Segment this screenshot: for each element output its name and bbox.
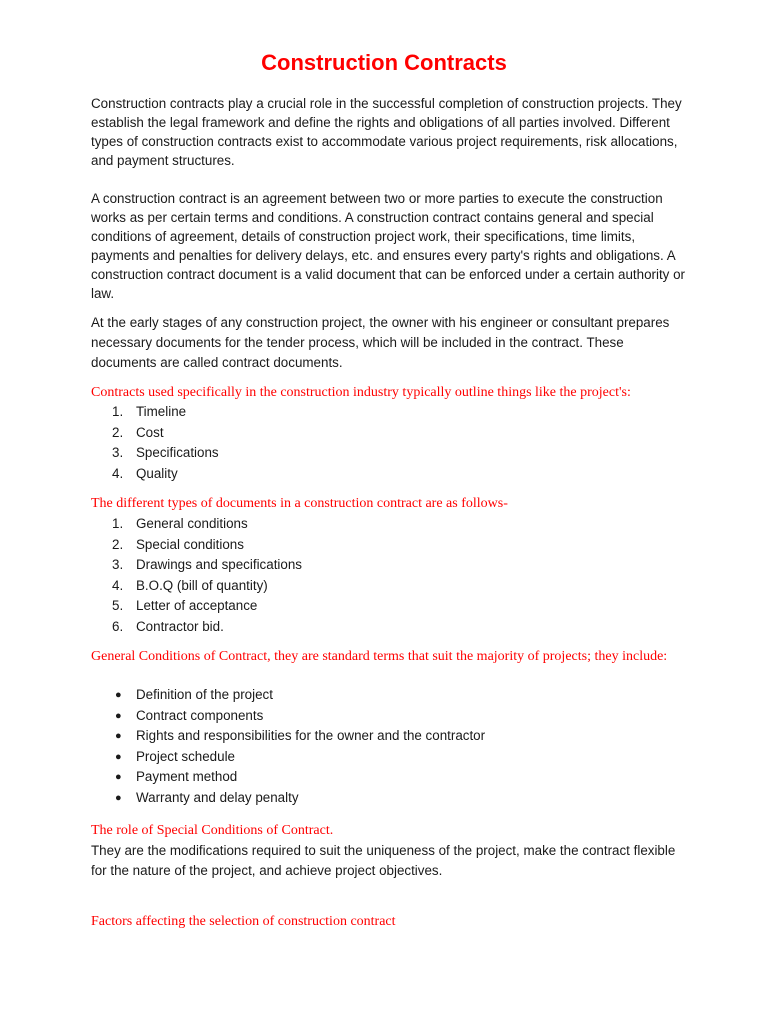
list-item-text: Quality: [136, 465, 178, 481]
list-number: 2.: [112, 424, 124, 440]
list-number: 5.: [112, 598, 124, 613]
list-item: [112, 576, 302, 597]
list-item: [112, 402, 219, 423]
list-number: 3.: [112, 557, 124, 572]
list-number: 1.: [112, 516, 124, 531]
list-number: 4.: [112, 577, 124, 593]
list-item: [112, 726, 485, 747]
list-item: [112, 535, 302, 556]
definition-paragraph: A construction contract is an agreement between two or more parties to execute the construction works as per certain terms and conditions. A construction contract contains general and special conditions of agreement, details of construction project work, their specifications, time limits, payments and penalties for delivery delays, etc. and ensures every party's rights and obligations. A construction contract document is a valid document that can be enforced under a certain authority or law.: [91, 191, 685, 301]
list-item-text: Project schedule: [136, 748, 235, 764]
list-item: [112, 747, 485, 768]
list-item: [112, 423, 219, 444]
list-item: [112, 464, 219, 485]
list-item-text: Warranty and delay penalty: [136, 789, 299, 805]
factors-heading: Factors affecting the selection of construction contract: [91, 914, 396, 929]
list-item-text: Cost: [136, 424, 164, 440]
list-item-text: Special conditions: [136, 536, 244, 552]
list-item-text: Drawings and specifications: [136, 557, 302, 572]
list-item: [112, 443, 219, 464]
special-conditions-heading: The role of Special Conditions of Contract.: [91, 823, 334, 838]
outline-list: [112, 402, 219, 484]
list-item: [112, 617, 302, 638]
bullet-icon: ●: [115, 771, 122, 783]
list-item-text: Contractor bid.: [136, 618, 224, 634]
list-number: 1.: [112, 404, 124, 419]
list-item: [112, 685, 485, 706]
list-number: 2.: [112, 536, 124, 552]
early-stages-paragraph: At the early stages of any construction project, the owner with his engineer or consultant prepares necessary documents for the tender process, which will be included in the contract. These documents are called contract documents.: [91, 315, 670, 370]
general-conditions-list: [112, 685, 485, 808]
documents-list: [112, 514, 302, 637]
bullet-icon: ●: [115, 709, 122, 722]
list-item: [112, 555, 302, 576]
list-item: [112, 514, 302, 535]
intro-paragraph: Construction contracts play a crucial role in the successful completion of construction projects. They establish the legal framework and define the rights and obligations of all parties involved. Different types of construction contracts exist to accommodate various project requirements, risk allocations, and payment structures.: [91, 96, 682, 168]
special-conditions-text: They are the modifications required to suit the uniqueness of the project, make the contract flexible for the nature of the project, and achieve project objectives.: [91, 843, 676, 878]
list-number: 6.: [112, 618, 124, 634]
bullet-icon: ●: [115, 730, 122, 742]
bullet-icon: ●: [115, 791, 122, 804]
document-title: Construction Contracts: [261, 50, 507, 75]
documents-section-heading: The different types of documents in a construction contract are as follows-: [91, 496, 508, 511]
bullet-icon: ●: [115, 689, 122, 701]
list-item-text: General conditions: [136, 516, 248, 531]
bullet-icon: ●: [115, 750, 122, 763]
list-item-text: Contract components: [136, 707, 264, 723]
list-item: [112, 596, 302, 617]
list-item: [112, 706, 485, 727]
list-item-text: Payment method: [136, 769, 238, 784]
list-item-text: Timeline: [136, 404, 187, 419]
general-conditions-heading: General Conditions of Contract, they are standard terms that suit the majority of projects; they include:: [91, 649, 668, 664]
list-item-text: Specifications: [136, 445, 219, 460]
list-item-text: Letter of acceptance: [136, 598, 258, 613]
list-number: 3.: [112, 445, 124, 460]
list-item-text: Definition of the project: [136, 687, 273, 702]
list-item-text: Rights and responsibilities for the owner and the contractor: [136, 728, 486, 743]
list-number: 4.: [112, 465, 124, 481]
outline-section-heading: Contracts used specifically in the construction industry typically outline things like the project's:: [91, 385, 631, 400]
list-item: [112, 788, 485, 809]
list-item-text: B.O.Q (bill of quantity): [136, 577, 268, 593]
list-item: [112, 767, 485, 788]
